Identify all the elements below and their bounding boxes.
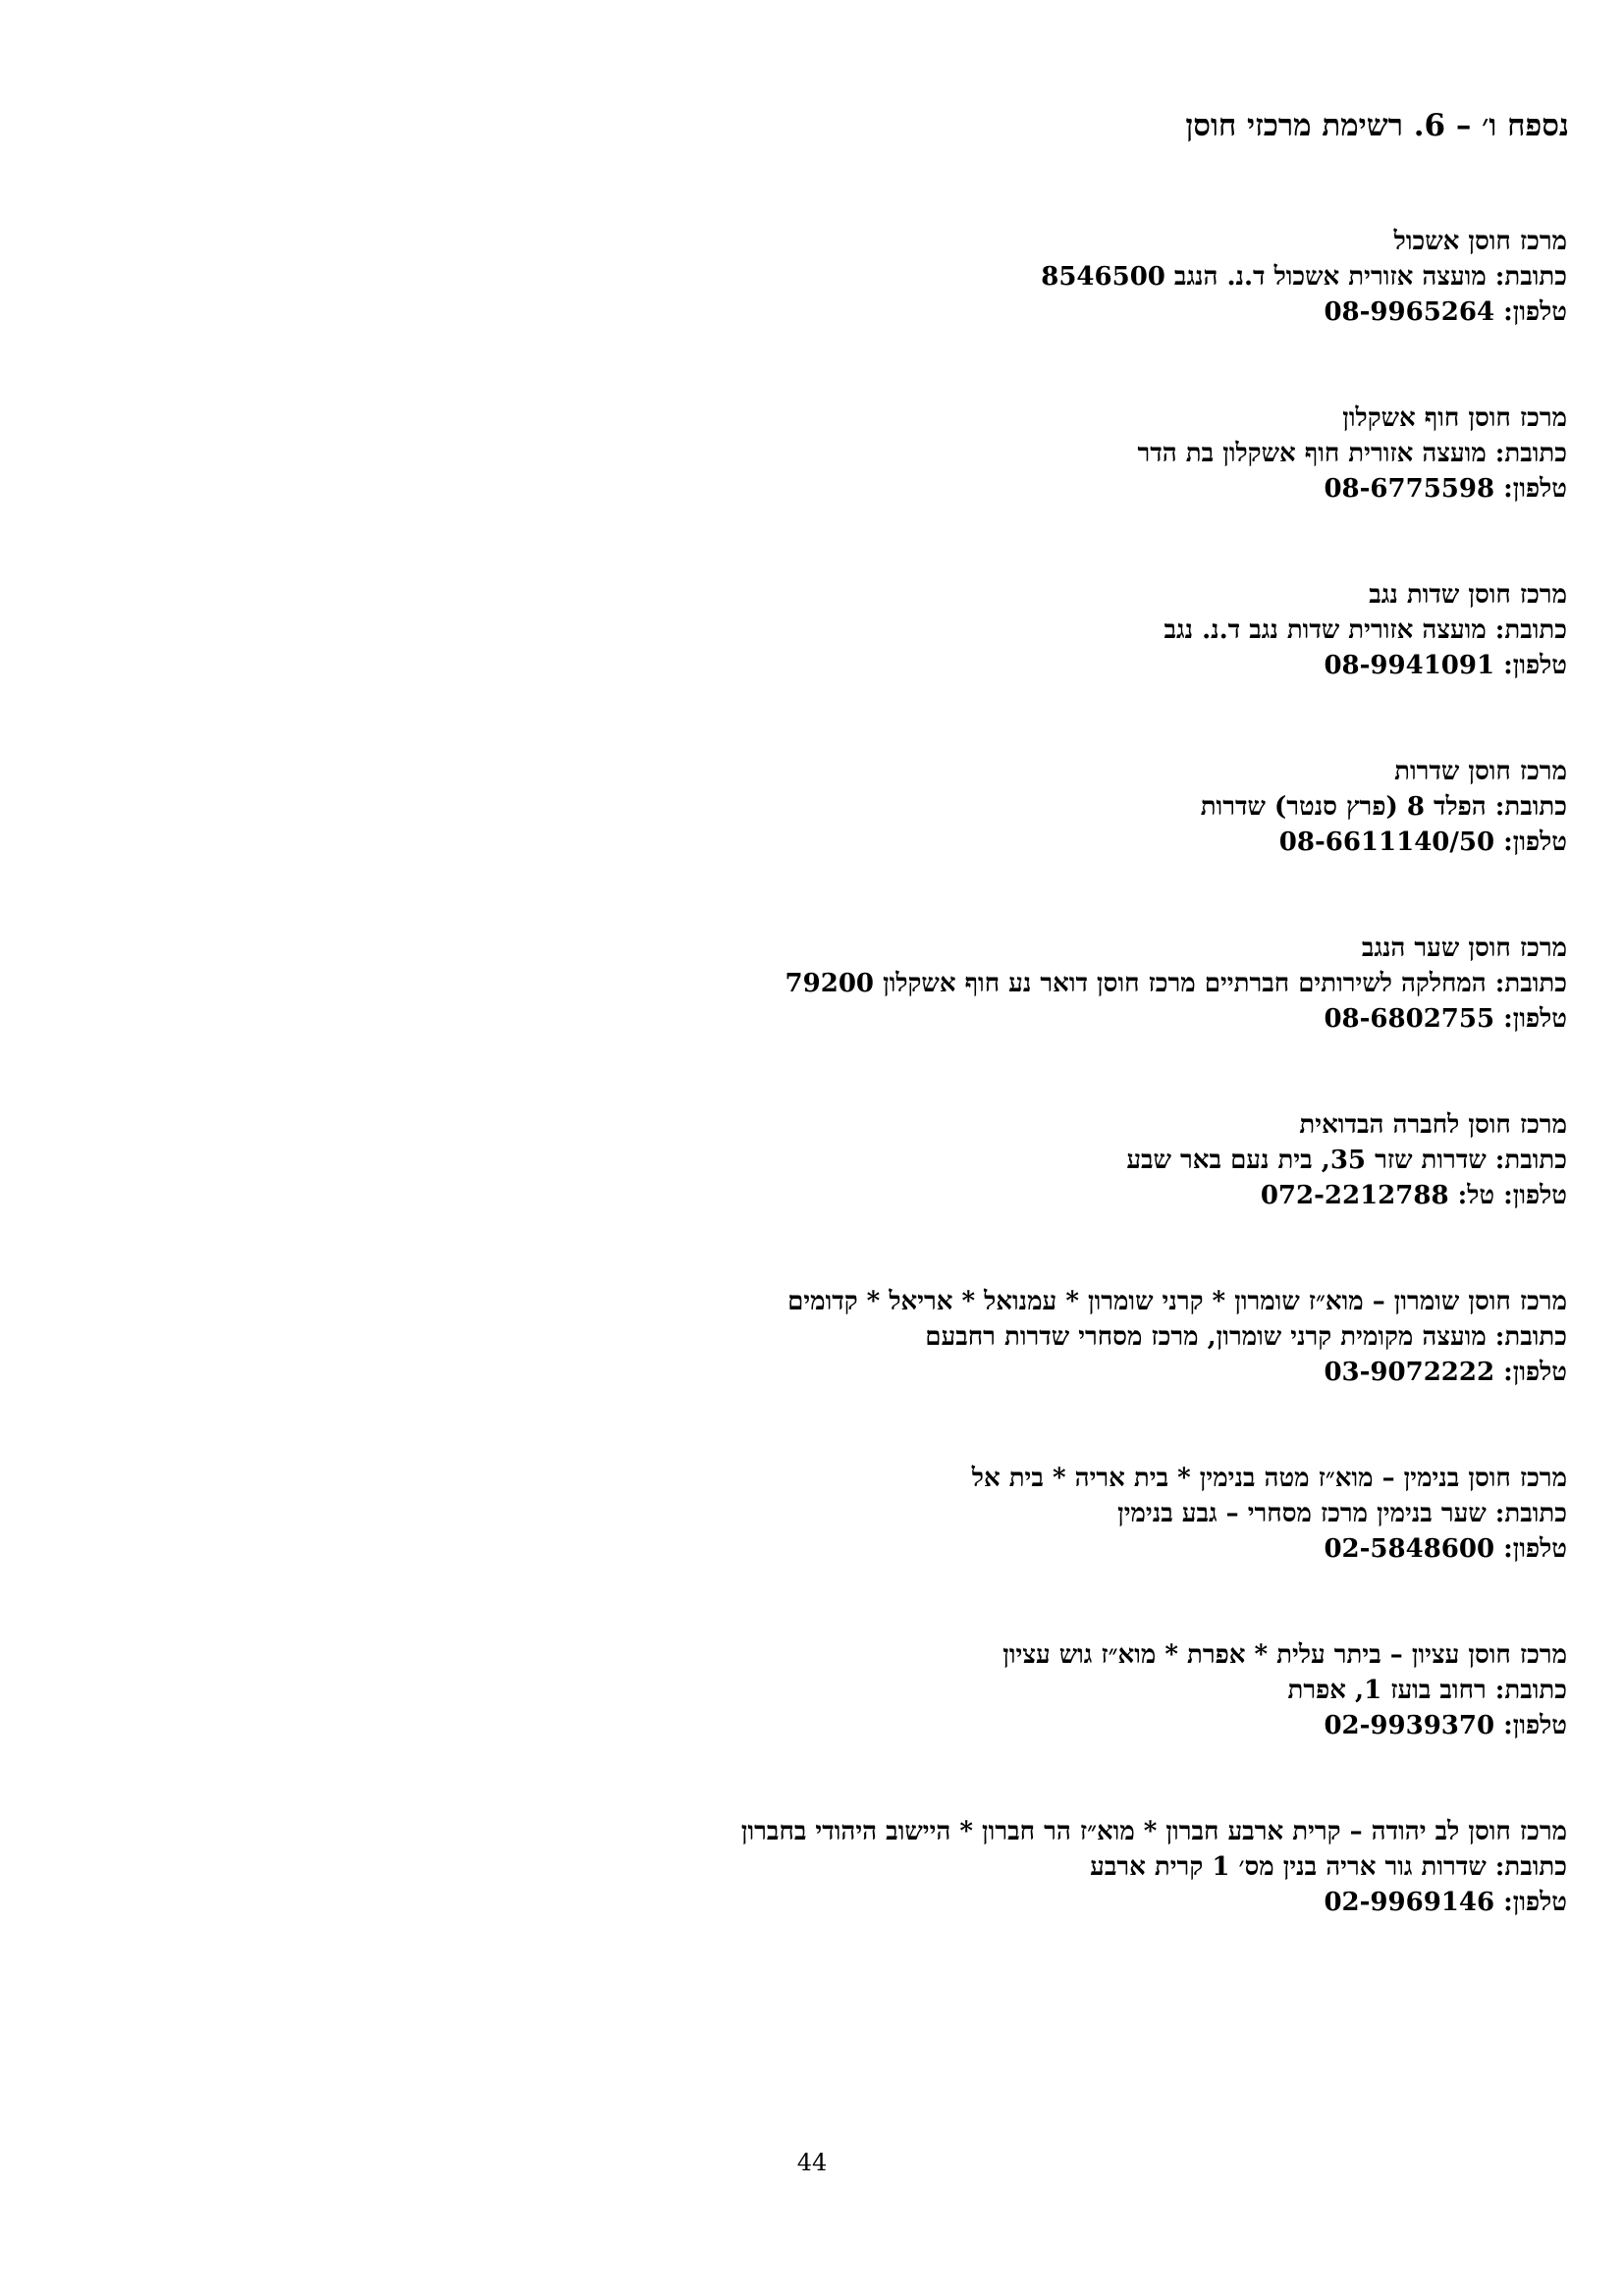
- center-entry-hof-ashkelon: [291, 400, 1567, 507]
- center-entry-shaar-hanegev: [291, 931, 1567, 1037]
- center-name: מרכז חוסן חוף אשקלון: [1342, 403, 1567, 433]
- center-phone: טלפון: 08-6775598: [1324, 474, 1567, 504]
- center-phone: טלפון: 02-9939370: [1324, 1711, 1567, 1740]
- center-name: מרכז חוסן אשכול: [1393, 227, 1567, 256]
- center-name: מרכז חוסן שדרות: [1394, 757, 1567, 786]
- center-name: מרכז חוסן שדות נגב: [1369, 580, 1567, 610]
- center-name: מרכז חוסן לב יהודה – קרית ארבע חברון * מוא״ז הר חברון * היישוב היהודי בחברון: [740, 1817, 1567, 1846]
- center-address: כתובת: מועצה אזורית אשכול ד.נ. הנגב 8546500: [1041, 262, 1567, 292]
- center-entry-eshkol: [291, 224, 1567, 330]
- center-name: מרכז חוסן עציון – ביתר עלית * אפרת * מוא״ז גוש עציון: [1002, 1640, 1567, 1670]
- center-phone: טלפון: 08-6611140/50: [1278, 828, 1567, 857]
- center-address: כתובת: מועצה מקומית קרני שומרון, מרכז מסחרי שדרות רחבעם: [925, 1322, 1567, 1352]
- center-address: כתובת: רחוב בועז 1, אפרת: [1287, 1676, 1567, 1705]
- page-number: 44: [796, 2149, 828, 2176]
- center-entry-binyamin: [291, 1461, 1567, 1567]
- center-phone: טלפון: 02-9969146: [1324, 1888, 1567, 1917]
- center-entry-sderot: [291, 754, 1567, 860]
- center-name: מרכז חוסן לחברה הבדואית: [1299, 1110, 1567, 1140]
- center-address: כתובת: שער בנימין מרכז מסחרי – גבע בנימין: [1117, 1499, 1567, 1528]
- center-entry-bedouin: [291, 1107, 1567, 1213]
- resilience-centers-list: [291, 224, 1567, 1991]
- center-address: כתובת: המחלקה לשירותים חברתיים מרכז חוסן דואר נע חוף אשקלון 79200: [785, 969, 1567, 998]
- center-address: כתובת: מועצה אזורית חוף אשקלון בת הדר: [1137, 439, 1567, 468]
- document-title: נספח ו׳ – 6. רשימת מרכזי חוסן: [1185, 108, 1569, 143]
- center-address: כתובת: הפלד 8 (פרץ סנטר) שדרות: [1200, 792, 1567, 822]
- center-entry-shomron: [291, 1284, 1567, 1390]
- center-address: כתובת: שדרות שזר 35, בית נעם באר שבע: [1126, 1146, 1567, 1175]
- center-phone: טלפון: 03-9072222: [1324, 1358, 1567, 1387]
- center-phone: טלפון: 02-5848600: [1324, 1534, 1567, 1564]
- center-entry-etzion: [291, 1637, 1567, 1743]
- center-name: מרכז חוסן בנימין – מוא״ז מטה בנימין * בית אריה * בית אל: [971, 1464, 1567, 1493]
- center-entry-sdot-negev: [291, 577, 1567, 683]
- center-phone: טלפון: 08-6802755: [1324, 1004, 1567, 1034]
- center-name: מרכז חוסן שער הנגב: [1361, 934, 1567, 963]
- center-address: כתובת: שדרות גור אריה בנין מס׳ 1 קרית ארבע: [1090, 1852, 1567, 1882]
- center-phone: טלפון: טל: 072-2212788: [1260, 1181, 1567, 1210]
- center-phone: טלפון: 08-9941091: [1324, 651, 1567, 680]
- center-phone: טלפון: 08-9965264: [1324, 297, 1567, 327]
- center-entry-lev-yehuda: [291, 1814, 1567, 1920]
- center-address: כתובת: מועצה אזורית שדות נגב ד.נ. נגב: [1164, 615, 1567, 645]
- center-name: מרכז חוסן שומרון – מוא״ז שומרון * קרני שומרון * עמנואל * אריאל * קדומים: [787, 1287, 1567, 1316]
